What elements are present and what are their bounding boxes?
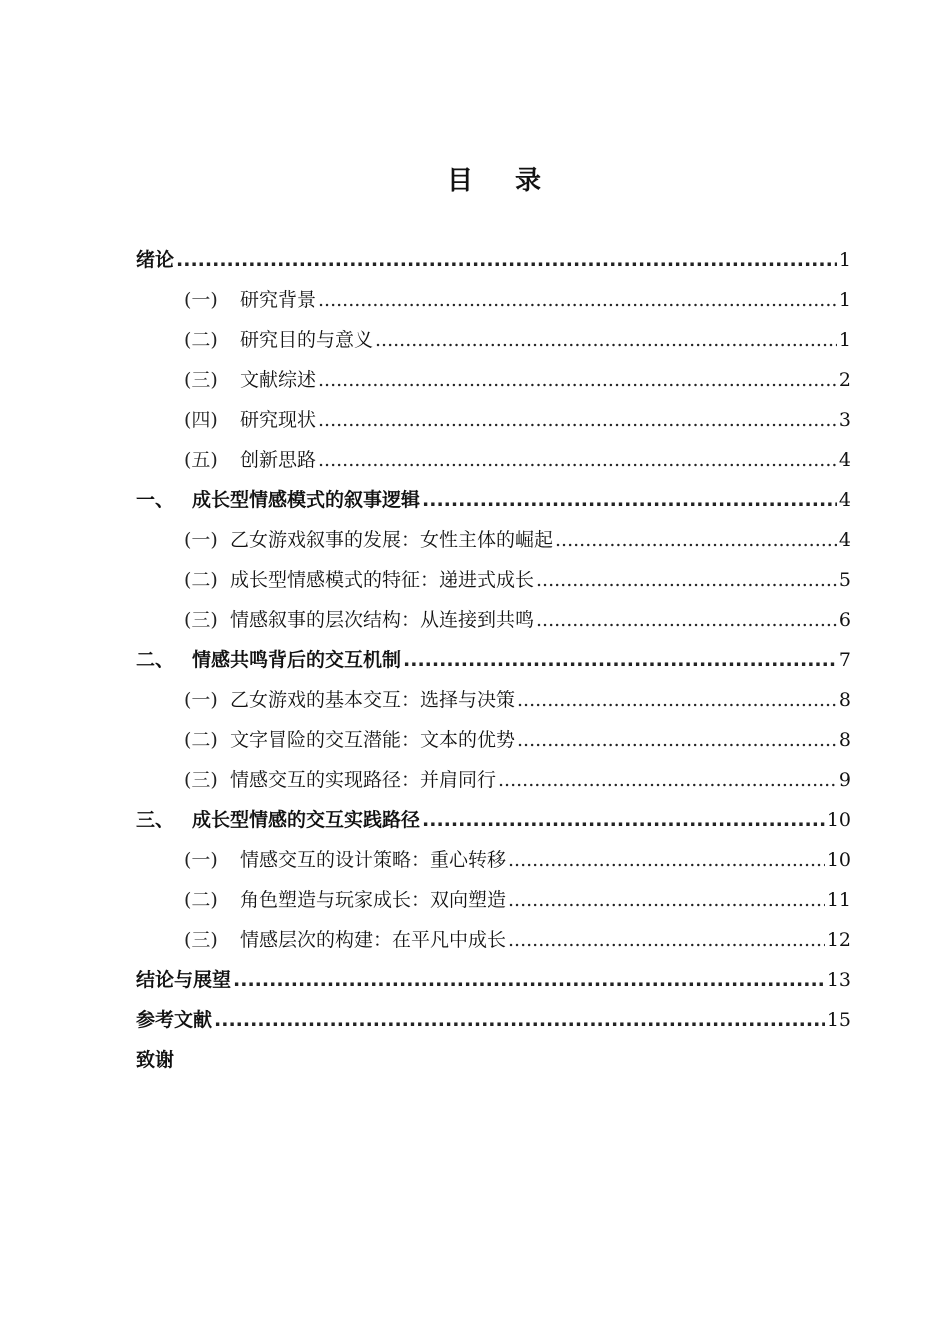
toc-page-number: 12 [826,929,851,951]
toc-page-number: 1 [838,289,851,311]
toc-dot-leader [508,920,825,960]
toc-entry-number: (一) [184,529,218,551]
toc-page-number: 2 [838,369,851,391]
toc-entry[interactable] [136,560,851,600]
toc-dot-leader [508,880,825,920]
toc-dot-leader [233,960,825,1000]
toc-page-number: 4 [838,449,851,471]
toc-entry-label: 情感层次的构建：在平凡中成长 [240,929,507,951]
toc-entry-number: (二) [184,569,218,591]
toc-page-number: 5 [838,569,851,591]
toc-entry-number: (二) [184,889,218,911]
toc-entry[interactable] [136,640,851,680]
toc-title [0,160,950,197]
toc-entry-label: 角色塑造与玩家成长：双向塑造 [240,889,507,911]
toc-entry-label: 乙女游戏的基本交互：选择与决策 [230,689,516,711]
toc-entry-number: 一、 [136,489,175,511]
toc-page-number: 1 [838,249,851,271]
toc-page-number: 4 [838,489,851,511]
toc-list [136,240,851,1080]
toc-entry-number: (二) [184,329,218,351]
toc-entry-number: (三) [184,929,218,951]
toc-dot-leader [214,1000,825,1040]
toc-entry-number: (三) [184,769,218,791]
toc-entry[interactable] [136,920,851,960]
toc-entry-label: 绪论 [136,249,175,271]
toc-entry-label: 致谢 [136,1049,175,1071]
toc-page-number: 1 [838,329,851,351]
toc-entry-number: (四) [184,409,218,431]
toc-entry-number: (二) [184,729,218,751]
toc-entry[interactable] [136,280,851,320]
toc-entry[interactable] [136,720,851,760]
toc-dot-leader [498,760,837,800]
toc-dot-leader [375,320,837,360]
toc-page-number: 3 [838,409,851,431]
toc-dot-leader [318,400,837,440]
toc-entry-number: (一) [184,289,218,311]
toc-page-number: 8 [838,729,851,751]
toc-dot-leader [517,680,837,720]
toc-page-number: 10 [826,809,851,831]
toc-entry-number: (三) [184,609,218,631]
toc-entry-label: 创新思路 [240,449,317,471]
toc-dot-leader [176,240,837,280]
toc-dot-leader [318,440,837,480]
toc-page-number: 6 [838,609,851,631]
toc-entry-label: 文献综述 [240,369,317,391]
toc-entry[interactable] [136,1040,851,1080]
toc-entry[interactable] [136,320,851,360]
toc-entry-label: 研究背景 [240,289,317,311]
toc-entry[interactable] [136,400,851,440]
toc-entry-label: 乙女游戏叙事的发展：女性主体的崛起 [230,529,554,551]
toc-dot-leader [422,800,825,840]
toc-entry-number: 二、 [136,649,175,671]
toc-dot-leader [555,520,837,560]
toc-entry[interactable] [136,680,851,720]
toc-entry[interactable] [136,800,851,840]
toc-entry[interactable] [136,880,851,920]
toc-entry-label: 情感交互的实现路径：并肩同行 [230,769,497,791]
toc-entry-label: 情感共鸣背后的交互机制 [192,649,402,671]
toc-page-number: 8 [838,689,851,711]
toc-entry-label: 结论与展望 [136,969,232,991]
toc-page-number: 15 [826,1009,851,1031]
toc-entry-number: (五) [184,449,218,471]
toc-entry-label: 研究目的与意义 [240,329,374,351]
toc-page-number: 4 [838,529,851,551]
toc-entry[interactable] [136,760,851,800]
toc-title-right: 录 [515,166,544,196]
toc-entry[interactable] [136,480,851,520]
toc-dot-leader [536,560,837,600]
toc-entry-label: 成长型情感的交互实践路径 [192,809,421,831]
toc-dot-leader [318,280,837,320]
toc-entry-number: (一) [184,849,218,871]
toc-entry[interactable] [136,440,851,480]
toc-page-number: 11 [826,889,851,911]
toc-entry[interactable] [136,520,851,560]
toc-entry[interactable] [136,960,851,1000]
toc-entry-label: 情感叙事的层次结构：从连接到共鸣 [230,609,535,631]
toc-entry-label: 文字冒险的交互潜能：文本的优势 [230,729,516,751]
toc-dot-leader [403,640,837,680]
toc-entry-number: (三) [184,369,218,391]
toc-entry[interactable] [136,1000,851,1040]
toc-dot-leader [508,840,825,880]
toc-dot-leader [422,480,837,520]
toc-entry[interactable] [136,600,851,640]
toc-dot-leader [517,720,837,760]
toc-entry[interactable] [136,360,851,400]
toc-entry[interactable] [136,240,851,280]
toc-entry-label: 成长型情感模式的特征：递进式成长 [230,569,535,591]
toc-dot-leader [536,600,837,640]
toc-entry-label: 成长型情感模式的叙事逻辑 [192,489,421,511]
toc-page-number: 9 [838,769,851,791]
toc-entry-number: 三、 [136,809,175,831]
toc-entry[interactable] [136,840,851,880]
toc-page-number: 7 [838,649,851,671]
toc-page-number: 10 [826,849,851,871]
toc-entry-number: (一) [184,689,218,711]
toc-dot-leader [318,360,837,400]
toc-title-left: 目 [446,166,475,196]
toc-entry-label: 情感交互的设计策略：重心转移 [240,849,507,871]
toc-entry-label: 参考文献 [136,1009,213,1031]
toc-page-number: 13 [826,969,851,991]
toc-entry-label: 研究现状 [240,409,317,431]
